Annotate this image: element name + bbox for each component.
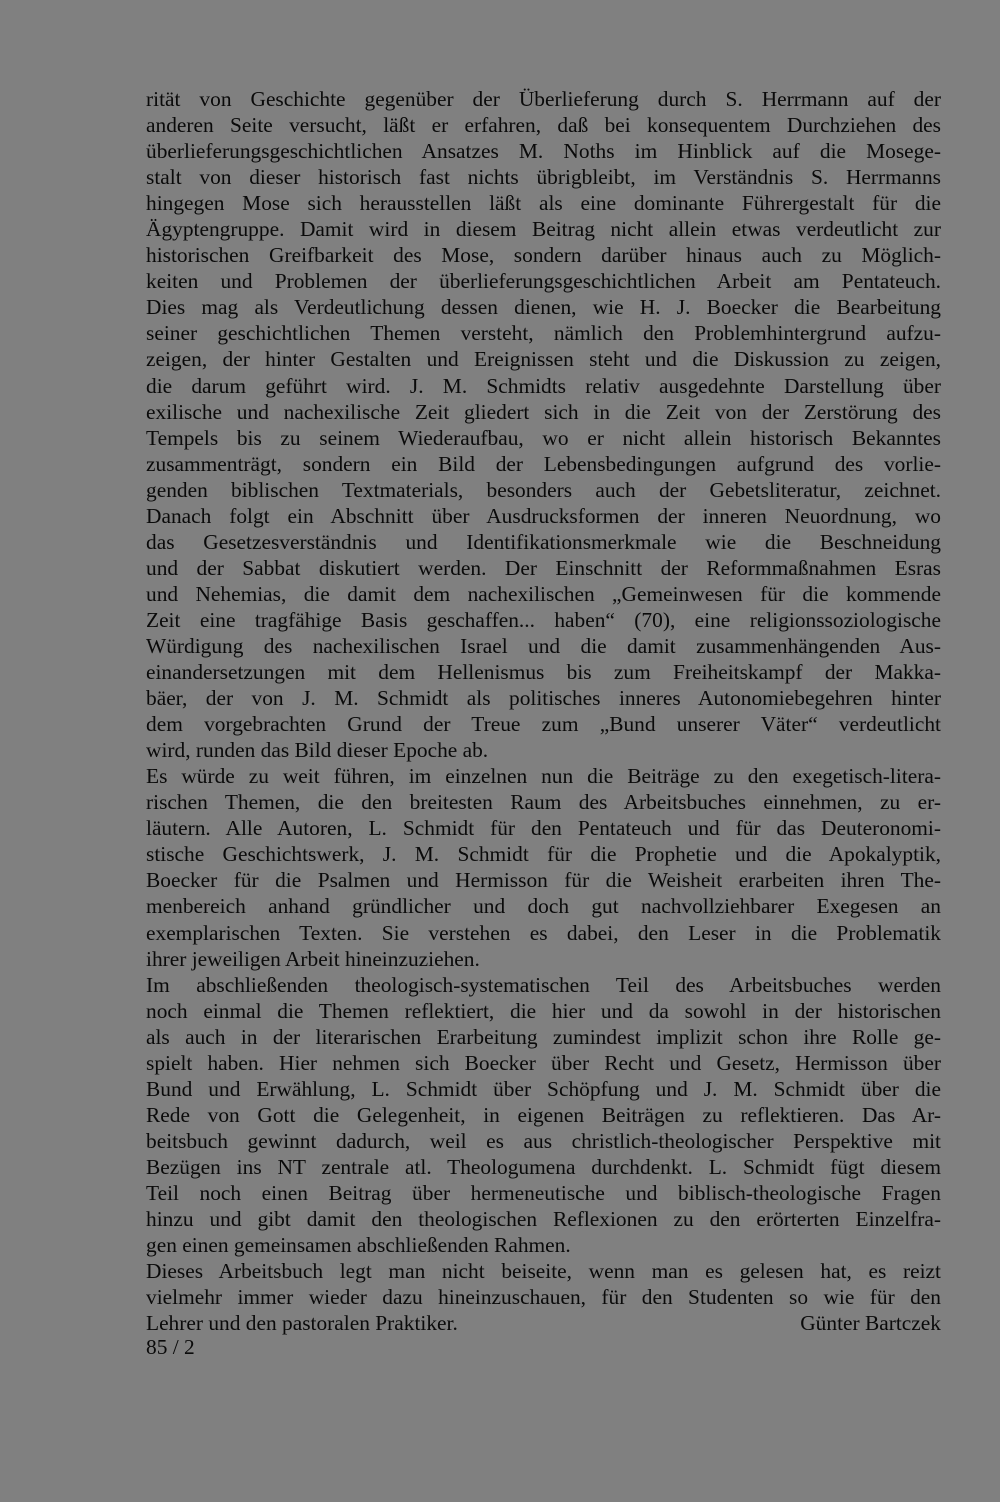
text-line: Rede von Gott die Gelegenheit, in eigenen Beiträgen zu reflektieren. Das Ar-	[146, 1102, 941, 1127]
text-line: rischen Themen, die den breitesten Raum des Arbeitsbuches einnehmen, zu er-	[146, 790, 941, 815]
text-line: läutern. Alle Autoren, L. Schmidt für den Pentateuch und für das Deuteronomi-	[146, 816, 941, 841]
text-line: Ägyptengruppe. Damit wird in diesem Beitrag nicht allein etwas verdeutlicht zur	[146, 217, 941, 242]
text-line: ihrer jeweiligen Arbeit hineinzuziehen.	[146, 946, 480, 971]
text-line: Bund und Erwählung, L. Schmidt über Schöpfung und J. M. Schmidt über die	[146, 1076, 941, 1101]
text-line: die darum geführt wird. J. M. Schmidts relativ ausgedehnte Darstellung über	[146, 373, 941, 398]
text-line: Dies mag als Verdeutlichung dessen dienen, wie H. J. Boecker die Bearbeitung	[146, 295, 941, 320]
page-number: 85 / 2	[146, 1335, 195, 1359]
text-line: Teil noch einen Beitrag über hermeneutische und biblisch-theologische Fragen	[146, 1180, 941, 1205]
text-line: zusammenträgt, sondern ein Bild der Lebensbedingungen aufgrund des vorlie-	[146, 451, 941, 476]
text-line: gen einen gemeinsamen abschließenden Rahmen.	[146, 1233, 571, 1258]
paragraph	[146, 763, 941, 971]
text-line: einandersetzungen mit dem Hellenismus bis zum Freiheitskampf der Makka-	[146, 660, 941, 685]
closing-line	[146, 1310, 941, 1336]
text-line: spielt haben. Hier nehmen sich Boecker über Recht und Gesetz, Hermisson über	[146, 1050, 941, 1075]
text-line: rität von Geschichte gegenüber der Überlieferung durch S. Herrmann auf der	[146, 87, 941, 111]
text-line: stische Geschichtswerk, J. M. Schmidt für die Prophetie und die Apokalyptik,	[146, 842, 941, 867]
text-line: Zeit eine tragfähige Basis geschaffen... haben“ (70), eine religionssoziologische	[146, 607, 941, 632]
text-line: exilische und nachexilische Zeit gliedert sich in die Zeit von der Zerstörung des	[146, 399, 941, 424]
paragraph	[146, 86, 941, 763]
text-line: Würdigung des nachexilischen Israel und die damit zusammenhängenden Aus-	[146, 633, 941, 658]
text-line: menbereich anhand gründlicher und doch gut nachvollziehbarer Exegesen an	[146, 894, 941, 919]
text-line: dem vorgebrachten Grund der Treue zum „Bund unserer Väter“ verdeutlicht	[146, 712, 941, 737]
text-line: und Nehemias, die damit dem nachexilischen „Gemeinwesen für die kommende	[146, 581, 941, 606]
text-line: Es würde zu weit führen, im einzelnen nun die Beiträge zu den exegetisch-litera-	[146, 764, 941, 789]
text-line: hinzu und gibt damit den theologischen Reflexionen zu den erörterten Einzelfra-	[146, 1207, 941, 1232]
text-line: Im abschließenden theologisch-systematischen Teil des Arbeitsbuches werden	[146, 972, 941, 997]
text-line: Bezügen ins NT zentrale atl. Theologumena durchdenkt. L. Schmidt fügt diesem	[146, 1154, 941, 1179]
text-line: bäer, der von J. M. Schmidt als politisches inneres Autonomiebegehren hinter	[146, 686, 941, 711]
text-line: stalt von dieser historisch fast nichts übrigbleibt, im Verständnis S. Herrmanns	[146, 165, 941, 190]
text-line: exemplarischen Texten. Sie verstehen es dabei, den Leser in die Problematik	[146, 920, 941, 945]
text-line: anderen Seite versucht, läßt er erfahren, daß bei konsequentem Durchziehen des	[146, 113, 941, 138]
paragraph	[146, 1258, 941, 1336]
text-line: beitsbuch gewinnt dadurch, weil es aus christlich-theologischer Perspektive mit	[146, 1128, 941, 1153]
paragraph	[146, 972, 941, 1259]
text-line: überlieferungsgeschichtlichen Ansatzes M. Noths im Hinblick auf die Mosege-	[146, 139, 941, 164]
text-line: Boecker für die Psalmen und Hermisson für die Weisheit erarbeiten ihren The-	[146, 868, 941, 893]
text-line: keiten und Problemen der überlieferungsgeschichtlichen Arbeit am Pentateuch.	[146, 269, 941, 294]
text-line: Danach folgt ein Abschnitt über Ausdrucksformen der inneren Neuordnung, wo	[146, 503, 941, 528]
reviewer-name: Günter Bartczek	[800, 1311, 941, 1336]
text-line: Tempels bis zu seinem Wiederaufbau, wo er nicht allein historisch Bekanntes	[146, 425, 941, 450]
closing-text: Lehrer und den pastoralen Praktiker.	[146, 1311, 458, 1336]
text-line: vielmehr immer wieder dazu hineinzuschauen, für den Studenten so wie für den	[146, 1285, 941, 1310]
text-line: wird, runden das Bild dieser Epoche ab.	[146, 738, 489, 763]
text-line: als auch in der literarischen Erarbeitung zumindest implizit schon ihre Rolle ge-	[146, 1024, 941, 1049]
text-line: hingegen Mose sich herausstellen läßt als eine dominante Führergestalt für die	[146, 191, 941, 216]
text-line: und der Sabbat diskutiert werden. Der Einschnitt der Reformmaßnahmen Esras	[146, 555, 941, 580]
review-text-body	[146, 86, 941, 1336]
text-line: das Gesetzesverständnis und Identifikationsmerkmale wie die Beschneidung	[146, 529, 941, 554]
text-line: genden biblischen Textmaterials, besonders auch der Gebetsliteratur, zeichnet.	[146, 477, 941, 502]
text-line: seiner geschichtlichen Themen versteht, nämlich den Problemhintergrund aufzu-	[146, 321, 941, 346]
text-line: zeigen, der hinter Gestalten und Ereignissen steht und die Diskussion zu zeigen,	[146, 347, 941, 372]
text-line: noch einmal die Themen reflektiert, die hier und da sowohl in der historischen	[146, 998, 941, 1023]
text-line: historischen Greifbarkeit des Mose, sondern darüber hinaus auch zu Möglich-	[146, 243, 941, 268]
text-line: Dieses Arbeitsbuch legt man nicht beiseite, wenn man es gelesen hat, es reizt	[146, 1259, 941, 1284]
